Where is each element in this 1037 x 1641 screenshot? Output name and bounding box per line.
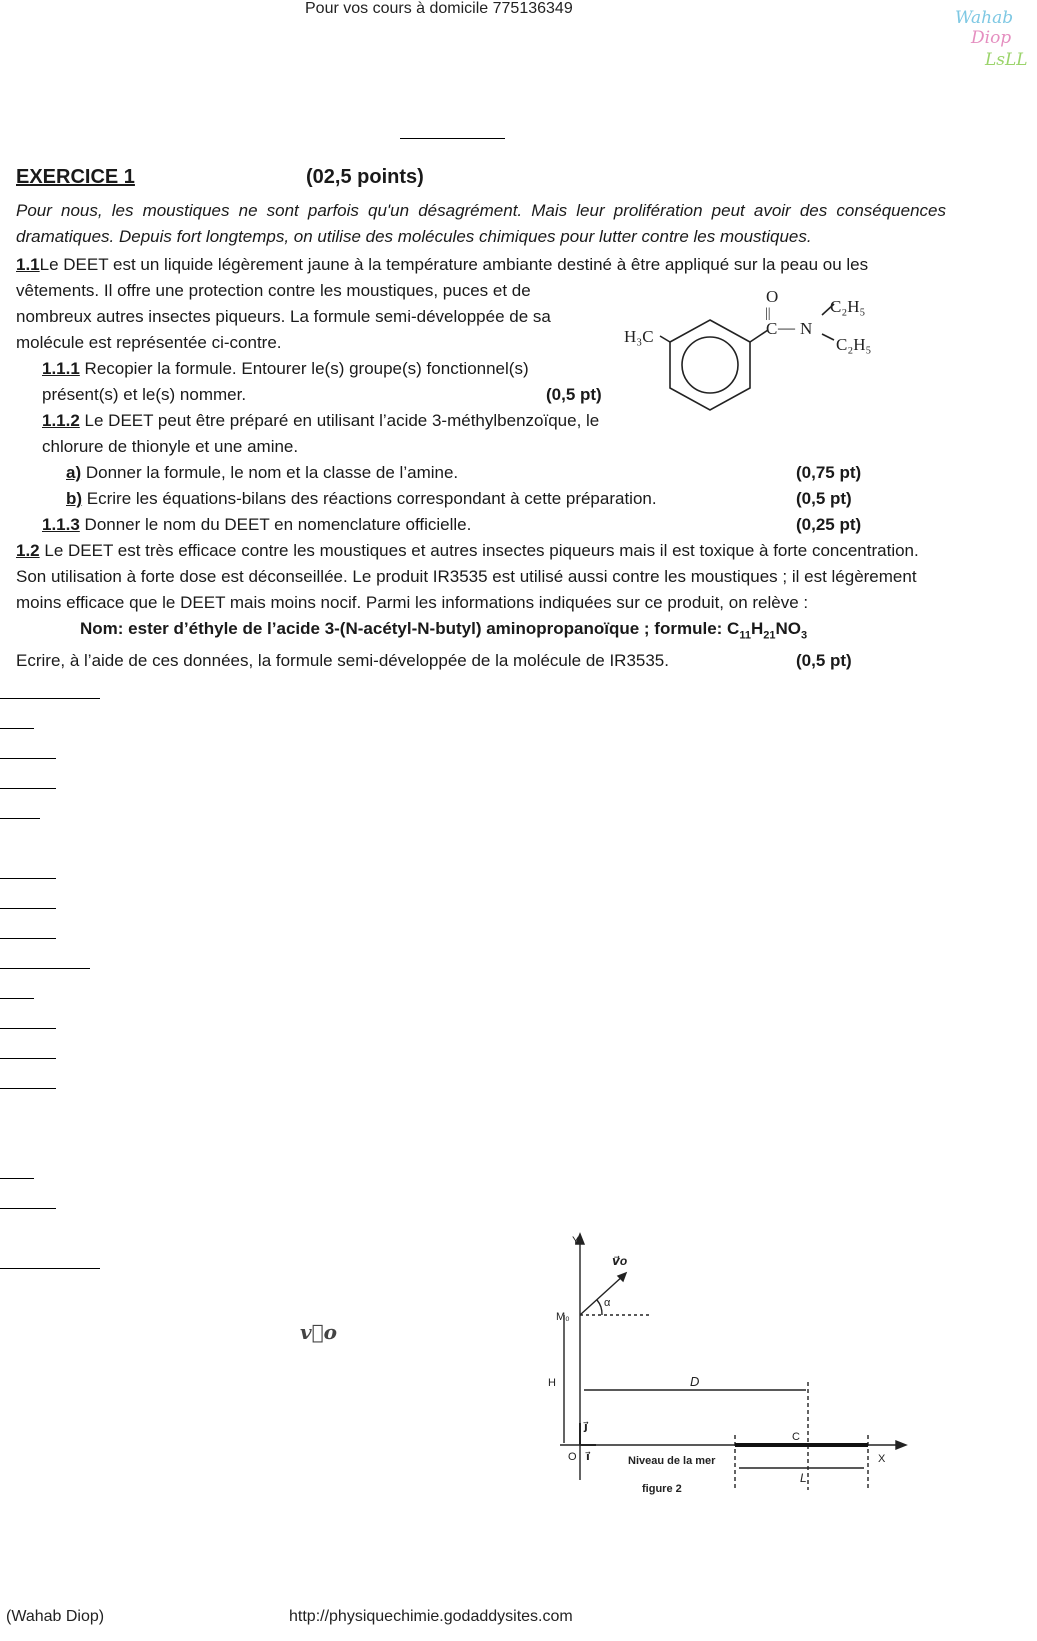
distance-label: D: [690, 1374, 700, 1389]
answer-lines: [0, 0, 110, 1300]
sea-level-label: Niveau de la mer: [628, 1455, 716, 1467]
logo-word-2: Diop: [971, 28, 1012, 48]
q113-text: Donner le nom du DEET en nomenclature officielle.: [79, 515, 472, 534]
q12-number: 1.2: [16, 541, 40, 560]
wahab-diop-logo: [955, 8, 1035, 78]
rule-10: [0, 998, 34, 999]
q113-number: 1.1.3: [42, 515, 80, 534]
q112-number: 1.1.2: [42, 411, 80, 430]
qb-points: (0,5 pt): [796, 489, 852, 508]
double-bond: ||: [765, 306, 771, 321]
exercise-intro: Pour nous, les moustiques ne sont parfois qu'un désagrément. Mais leur prolifération peut avoir des conséquences dramatiques. Depuis fort longtemps, on utilise des molécules chimiques pour lutter contre les moustiques.: [16, 201, 946, 246]
rule-9: [0, 968, 90, 969]
m0-label: M₀: [556, 1311, 570, 1323]
q11-text-3: nombreux autres insectes piqueurs. La formule semi-développée de sa: [16, 307, 551, 326]
q12-text-1: Le DEET est très efficace contre les moustiques et autres insectes piqueurs mais il est toxique à forte concentration.: [39, 541, 919, 560]
alpha-label: α: [604, 1297, 611, 1309]
q111-number: 1.1.1: [42, 359, 80, 378]
figure-caption: figure 2: [642, 1483, 682, 1495]
q12-text-3: moins efficace que le DEET mais moins nocif. Parmi les informations indiquées sur ce produit, on relève :: [16, 593, 809, 612]
methyl-group: H₃C: [624, 327, 654, 346]
atom-o: O: [766, 287, 779, 306]
bond-ring-methyl: [660, 336, 670, 342]
figure-v0-label: v⃗o: [612, 1254, 628, 1268]
rule-13: [0, 1088, 56, 1089]
atom-c: C: [766, 319, 778, 338]
separator-rule: [400, 138, 505, 139]
exercise-title: EXERCICE 1: [16, 166, 135, 188]
initial-velocity-label: v⃗o: [300, 1320, 337, 1344]
q12-points: (0,5 pt): [796, 651, 852, 671]
x-arrowhead: [896, 1441, 906, 1449]
height-label: H: [548, 1377, 556, 1389]
logo-word-1: Wahab: [955, 8, 1014, 28]
rule-8: [0, 938, 56, 939]
formula-sub-3: 3: [800, 629, 808, 642]
rule-3: [0, 758, 56, 759]
qb-number: b): [66, 489, 83, 508]
q111-text-1: Recopier la formule. Entourer le(s) groupe(s) fonctionnel(s): [79, 359, 529, 378]
qa-number: a): [66, 463, 82, 482]
qb-text: Ecrire les équations-bilans des réactions correspondant à cette préparation.: [82, 489, 657, 508]
figure-2-diagram: [540, 1230, 930, 1510]
q112-text-2: chlorure de thionyle et une amine.: [42, 437, 299, 456]
logo-word-3: LsLL: [985, 50, 1028, 70]
q12-product-name: [16, 616, 956, 648]
length-label: L: [800, 1471, 807, 1485]
rule-6: [0, 878, 56, 879]
rule-15: [0, 1208, 56, 1209]
formula-h: H: [750, 619, 764, 638]
q11-text-1: Le DEET est un liquide légèrement jaune à la température ambiante destiné à être appliqué sur la peau ou les: [39, 255, 869, 274]
rule-16: [0, 1268, 100, 1269]
q112-text-1: Le DEET peut être préparé en utilisant l’acide 3-méthylbenzoïque, le: [79, 411, 600, 430]
q11-text-4: molécule est représentée ci-contre.: [16, 333, 282, 352]
rule-12: [0, 1058, 56, 1059]
footer-url[interactable]: http://physiquechimie.godaddysites.com: [289, 1608, 573, 1625]
rule-1: [0, 698, 100, 699]
origin-label: O: [568, 1451, 577, 1463]
rule-5: [0, 818, 40, 819]
header-contact: Pour vos cours à domicile 775136349: [305, 0, 573, 17]
rule-2: [0, 728, 34, 729]
x-axis-label: X: [878, 1453, 886, 1465]
y-axis-label: Y: [572, 1235, 580, 1247]
formula-no: NO: [775, 619, 801, 638]
q12-last-text: Ecrire, à l’aide de ces données, la formule semi-développée de la molécule de IR3535.: [16, 651, 669, 671]
ethyl-group-2: C₂H₅: [836, 335, 872, 354]
bond-n-ethyl-2: [822, 334, 834, 340]
rule-7: [0, 908, 56, 909]
i-label: i⃗: [586, 1451, 590, 1463]
formula-sub-21: 21: [763, 629, 776, 642]
q111-text-2: présent(s) et le(s) nommer.: [42, 385, 247, 404]
ethyl-group-1: C₂H₅: [830, 297, 866, 316]
aromatic-circle: [682, 337, 738, 393]
rule-14: [0, 1178, 34, 1179]
bond-c-n: —: [778, 318, 795, 337]
q12-text-2: Son utilisation à forte dose est déconseillée. Le produit IR3535 est utilisé aussi contre les moustiques ; il est légèrement: [16, 567, 917, 586]
atom-n: N: [800, 319, 813, 338]
rule-11: [0, 1028, 56, 1029]
q12-name-text: Nom: ester d’éthyle de l’acide 3-(N-acétyl-N-butyl) aminopropanoïque ; formule: C: [80, 619, 740, 638]
qa-points: (0,75 pt): [796, 463, 862, 482]
exercise-points: (02,5 points): [306, 166, 424, 188]
qa-text: Donner la formule, le nom et la classe de l’amine.: [81, 463, 459, 482]
formula-sub-11: 11: [739, 629, 751, 642]
footer-author: (Wahab Diop): [6, 1608, 105, 1625]
c-label: C: [792, 1431, 800, 1443]
q11-text-2: vêtements. Il offre une protection contre les moustiques, puces et de: [16, 281, 531, 300]
q111-points: (0,5 pt): [546, 385, 602, 404]
rule-4: [0, 788, 56, 789]
alpha-arc: [597, 1300, 602, 1315]
j-label: j⃗: [584, 1421, 588, 1433]
deet-molecule-diagram: [624, 287, 920, 450]
q113-points: (0,25 pt): [796, 515, 862, 534]
q11-number: 1.1: [16, 255, 40, 274]
